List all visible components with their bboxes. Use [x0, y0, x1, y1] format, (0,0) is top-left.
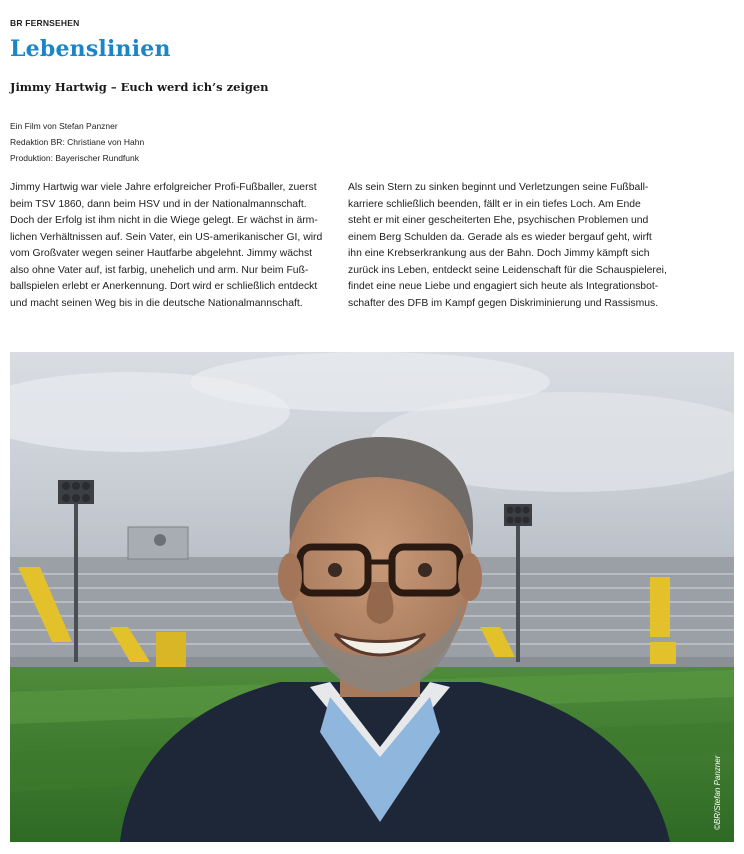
body-line: steht er mit einer gescheiterten Ehe, psychischen Problemen und: [348, 215, 649, 226]
credit-produktion: Produktion: Bayerischer Rundfunk: [10, 153, 139, 163]
page-title: Lebenslinien: [10, 36, 171, 62]
body-line: ballspielen erlebt er Anerkennung. Dort wird er schließlich entdeckt: [10, 281, 318, 292]
body-line: karriere schließlich beenden, fällt er in ein tiefes Loch. Am Ende: [348, 198, 641, 210]
body-line: schafter des DFB im Kampf gegen Diskriminierung und Rassismus.: [348, 297, 659, 309]
body-column-left: [10, 180, 332, 312]
body-line: beim TSV 1860, dann beim HSV und in der Nationalmannschaft.: [10, 198, 307, 210]
body-line: ihn eine Krebserkrankung aus der Bahn. Doch Jimmy kämpft sich: [348, 248, 650, 259]
body-line: also ohne Vater auf, ist farbig, unehelich und arm. Nur beim Fuß-: [10, 264, 309, 276]
credit-redaktion: Redaktion BR: Christiane von Hahn: [10, 137, 145, 147]
section-kicker: BR FERNSEHEN: [10, 18, 80, 28]
body-line: einem Berg Schulden da. Gerade als es wieder bergauf geht, wirft: [348, 231, 652, 243]
body-line: zurück ins Leben, entdeckt seine Leidenschaft für die Schauspielerei,: [348, 264, 667, 276]
credits-block: [10, 118, 144, 166]
body-line: Als sein Stern zu sinken beginnt und Verletzungen seine Fußball-: [348, 182, 649, 193]
film-subtitle: Jimmy Hartwig – Euch werd ich’s zeigen: [10, 80, 269, 94]
body-line: Jimmy Hartwig war viele Jahre erfolgreicher Profi-Fußballer, zuerst: [10, 182, 317, 193]
portrait-photo: [10, 352, 734, 842]
body-line: vom Großvater wegen seiner Hautfarbe abgelehnt. Jimmy wächst: [10, 248, 313, 259]
body-line: Doch der Erfolg ist ihm nicht in die Wiege gelegt. Er wächst in ärm-: [10, 215, 318, 226]
portrait-illustration: [10, 352, 734, 842]
credit-film: Ein Film von Stefan Panzner: [10, 121, 118, 131]
photo-credit: ©BR/Stefan Panzner: [713, 755, 722, 830]
body-line: und macht seinen Weg bis in die deutsche Nationalmannschaft.: [10, 297, 303, 309]
body-line: findet eine neue Liebe und engagiert sich heute als Integrationsbot-: [348, 281, 659, 292]
body-column-right: [348, 180, 670, 312]
body-line: lichen Verhältnissen auf. Sein Vater, ein US-amerikanischer GI, wird: [10, 231, 323, 243]
